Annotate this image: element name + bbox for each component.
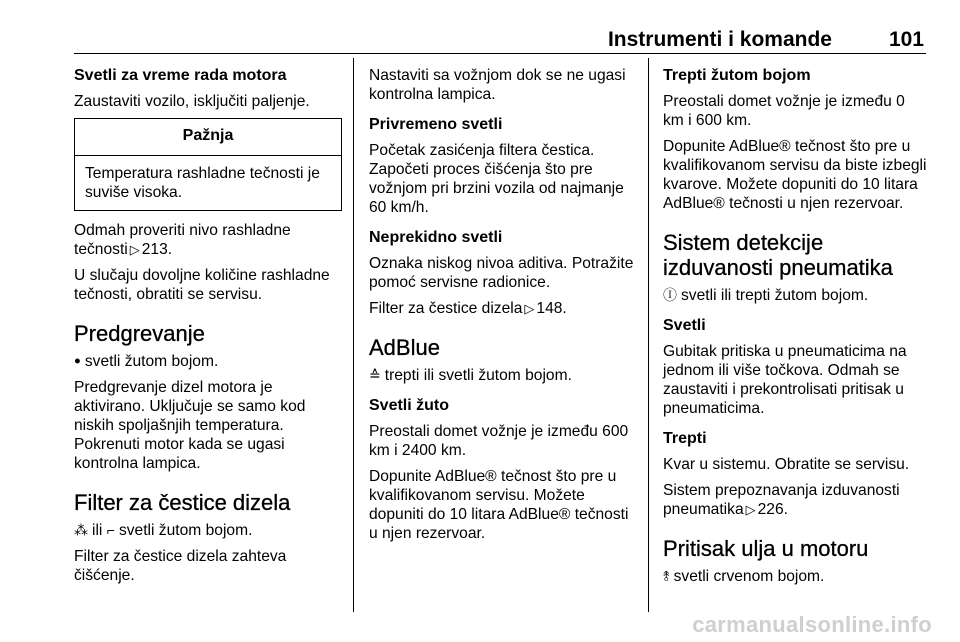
particle-filter-icon: ⁂ [74,522,88,538]
warning-box [74,118,342,211]
text-preheat: Predgrevanje dizel motora je aktivirano. Uključuje se samo kod niskih spoljašnjih temperatura. Pokrenuti motor kada se ugasi kontrolna lampica. [74,379,306,472]
text-preheat-indicator: ꔷ svetli žutom bojom. [74,353,219,370]
text-sufficient-coolant: U slučaju dovoljne količine rashladne tečnosti, obratiti se servisu. [74,267,330,303]
heading-tpms: Sistem detekcije izduvanosti pneumatika [663,230,893,280]
text-adblue-indicator: ≙ trepti ili svetli žutom bojom. [369,367,572,384]
header-rule [74,53,926,54]
text-refill: Dopunite AdBlue® tečnost što pre u kvalifikovanom servisu. Možete dopuniti do 10 litara AdBlue® tečnosti u njen rezervoar. [369,468,629,542]
text-temporary: Početak zasićenja filtera čestica. Započeti proces čišćenja što pre vožnjom pri brzini vozila od najmanje 60 km/h. [369,142,624,216]
text-dpf-indicator: ⁂ ili ⌐ svetli žutom bojom. [74,522,253,539]
text-continuous: Oznaka niskog nivoa aditiva. Potražite pomoć servisne radionice. [369,255,634,291]
adblue-icon: ≙ [369,367,381,383]
text-range-low: Preostali domet vožnje je između 0 km i 600 km. [663,93,905,129]
column-divider-1 [353,58,354,612]
page-header [74,28,926,56]
text-system-fault: Kvar u sistemu. Obratite se servisu. [663,456,910,473]
watermark: carmanualsonline.info [692,612,932,637]
page-ref-arrow-icon: ▷ [524,301,535,316]
text-tpms-ref: Sistem prepoznavanja izduvanosti pneumatika ▷ 226. [663,482,900,518]
page-ref-arrow-icon: ▷ [129,242,140,257]
text-oil-indicator: ⥉ svetli crvenom bojom. [663,568,825,585]
warning-title: Pažnja [75,119,341,156]
column-3 [663,66,928,593]
text-engine-stop: Zaustaviti vozilo, isključiti paljenje. [74,93,310,110]
text-pressure-loss: Gubitak pritiska u pneumaticima na jednom ili više točkova. Odmah se zaustaviti i prekontrolisati pritisak u pneumaticima. [663,343,907,417]
heading-adblue: AdBlue [369,335,440,360]
page-ref: 226. [757,501,788,518]
section-title: Instrumenti i komande [607,28,832,51]
page-ref: 148. [536,300,567,317]
heading-lights-yellow: Svetli žuto [369,397,450,414]
text-range: Preostali domet vožnje je između 600 km i 2400 km. [369,423,629,459]
warning-body: Temperatura rashladne tečnosti je suviše visoka. [85,165,320,201]
heading-preheat: Predgrevanje [74,321,205,346]
heading-engine-running: Svetli za vreme rada motora [74,67,287,84]
exhaust-icon: ⌐ [106,522,115,538]
text-dpf-ref: Filter za čestice dizela ▷ 148. [369,300,567,317]
heading-continuous: Neprekidno svetli [369,229,503,246]
heading-temporary: Privremeno svetli [369,116,503,133]
tire-pressure-icon: Ⓘ [663,287,677,303]
text-dpf: Filter za čestice dizela zahteva čišćenje. [74,548,287,584]
page-number: 101 [888,28,924,51]
text-continue-driving: Nastaviti sa vožnjom dok se ne ugasi kontrolna lampica. [369,67,626,103]
page-ref-arrow-icon: ▷ [745,502,756,517]
heading-oil-pressure: Pritisak ulja u motoru [663,536,869,561]
oil-can-icon: ⥉ [663,568,670,584]
heading-flashes: Trepti [663,430,707,447]
text-check-coolant: Odmah proveriti nivo rashladne tečnosti ▷ 213. [74,222,291,258]
heading-blink-yellow: Trepti žutom bojom [663,67,811,84]
column-1 [74,66,342,592]
column-2 [369,66,634,550]
heading-dpf: Filter za čestice dizela [74,490,291,515]
glow-plug-icon: ꔷ [74,353,81,369]
text-tpms-indicator: Ⓘ svetli ili trepti žutom bojom. [663,287,869,304]
heading-lights: Svetli [663,317,706,334]
column-divider-2 [648,58,649,612]
page-ref: 213. [141,241,173,258]
text-refill-urgent: Dopunite AdBlue® tečnost što pre u kvalifikovanom servisu da biste izbegli kvarove. Možete dopuniti do 10 litara AdBlue® tečnosti u njen rezervoar. [663,138,927,212]
